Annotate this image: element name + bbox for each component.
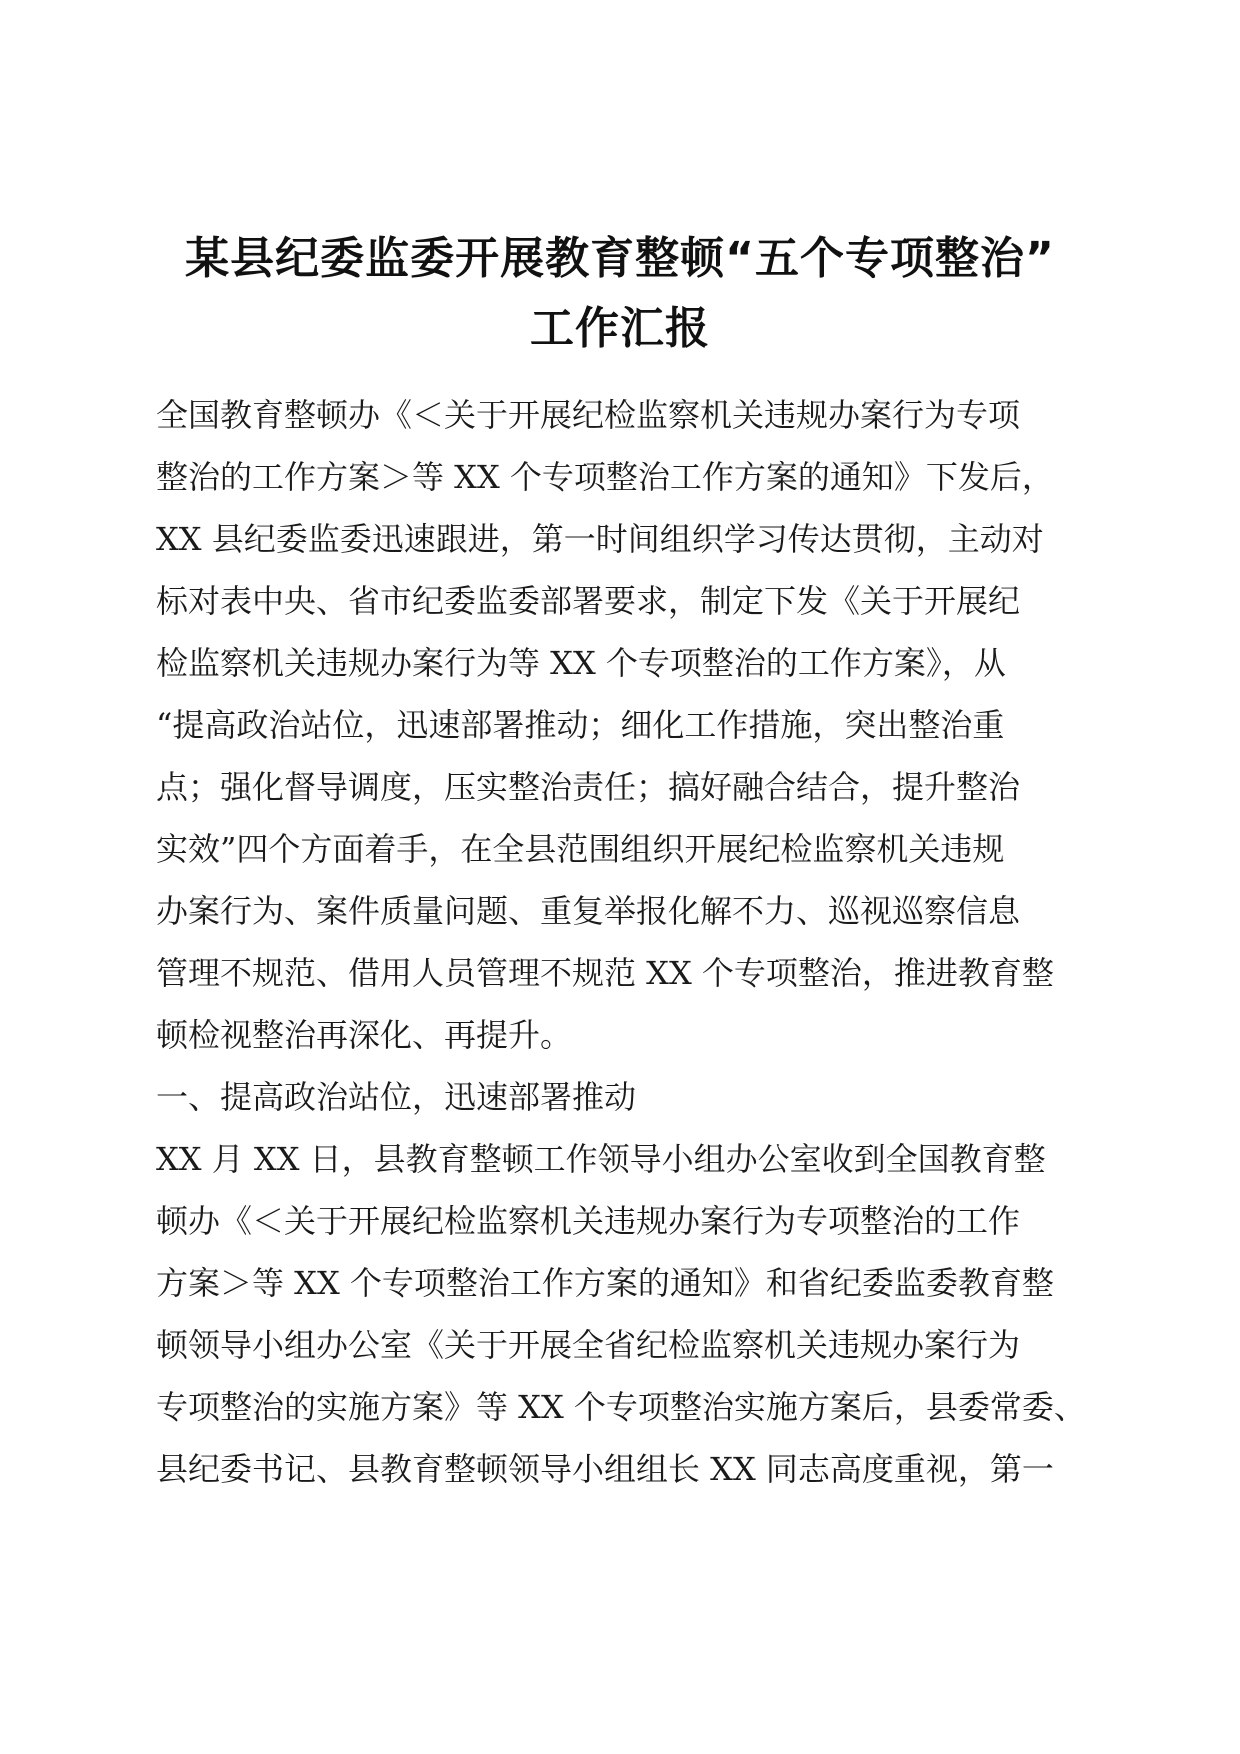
- section-1-heading: 一、提高政治站位，迅速部署推动: [156, 1078, 637, 1116]
- section-1-line: 专项整治的实施方案》等 XX 个专项整治实施方案后，县委常委、: [156, 1388, 1086, 1426]
- intro-line: 标对表中央、省市纪委监委部署要求，制定下发《关于开展纪: [156, 582, 1021, 620]
- section-1-line: XX 月 XX 日，县教育整顿工作领导小组办公室收到全国教育整: [156, 1140, 1046, 1178]
- intro-line: 管理不规范、借用人员管理不规范 XX 个专项整治，推进教育整: [156, 954, 1054, 992]
- document-title-line-2: 工作汇报: [530, 303, 710, 354]
- document-title-line-1: 某县纪委监委开展教育整顿“五个专项整治”: [185, 233, 1055, 284]
- section-1-line: 顿领导小组办公室《关于开展全省纪检监察机关违规办案行为: [156, 1326, 1021, 1364]
- section-1-line: 顿办《＜关于开展纪检监察机关违规办案行为专项整治的工作: [156, 1202, 1021, 1240]
- intro-line: 点；强化督导调度，压实整治责任；搞好融合结合，提升整治: [156, 768, 1021, 806]
- intro-line: 顿检视整治再深化、再提升。: [156, 1016, 573, 1054]
- section-1-line: 方案＞等 XX 个专项整治工作方案的通知》和省纪委监委教育整: [156, 1264, 1054, 1302]
- intro-line: 实效”四个方面着手，在全县范围组织开展纪检监察机关违规: [156, 830, 1005, 868]
- intro-line: 检监察机关违规办案行为等 XX 个专项整治的工作方案》，从: [156, 644, 1006, 682]
- intro-line: “提高政治站位，迅速部署推动；细化工作措施，突出整治重: [156, 706, 1005, 744]
- intro-line: 整治的工作方案＞等 XX 个专项整治工作方案的通知》下发后，: [156, 458, 1054, 496]
- intro-line: XX 县纪委监委迅速跟进，第一时间组织学习传达贯彻，主动对: [156, 520, 1044, 558]
- intro-line: 全国教育整顿办《＜关于开展纪检监察机关违规办案行为专项: [156, 396, 1021, 434]
- intro-line: 办案行为、案件质量问题、重复举报化解不力、巡视巡察信息: [156, 892, 1021, 930]
- section-1-line: 县纪委书记、县教育整顿领导小组组长 XX 同志高度重视，第一: [156, 1450, 1054, 1488]
